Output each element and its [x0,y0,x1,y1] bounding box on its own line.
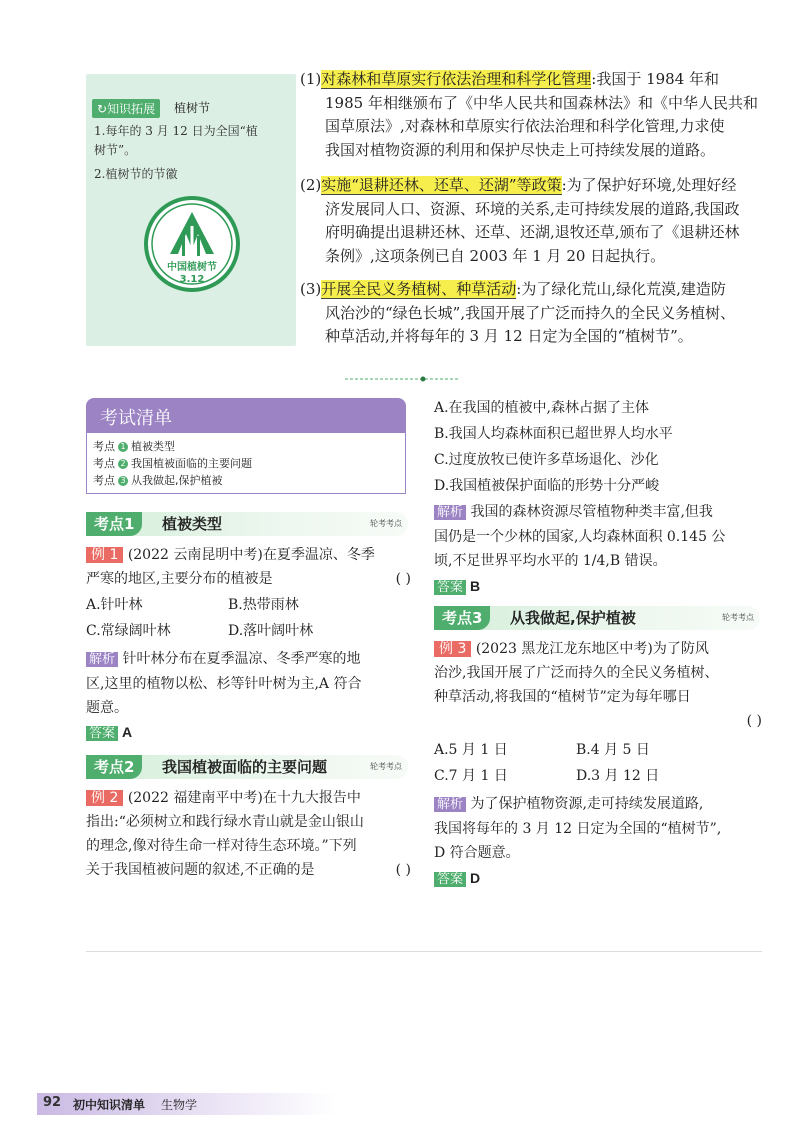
answer-2: 答案 B [434,574,480,600]
option-a: A.在我国的植被中,森林占据了主体 [434,400,650,416]
knowledge-line: 1.每年的 3 月 12 日为全国“植 [94,124,258,138]
exam-list-title: 考试清单 [100,408,172,429]
arbor-day-emblem [144,196,240,292]
knowledge-box [86,74,296,346]
option-c: C.过度放牧已使许多草场退化、沙化 [434,452,659,468]
option-b: B.我国人均森林面积已超世界人均水平 [434,426,673,442]
highlight: 对森林和草原实行依法治理和科学化管理 [321,70,592,88]
option-c: C.常绿阔叶林 [86,623,171,639]
paragraph-1: (1)对森林和草原实行依法治理和科学化管理:我国于 1984 年和 1985 年相继颁布了《中华人民共和国森林法》和《中华人民共和 国草原法》,对森林和草原实行依法治理和科学化管理,力求使 我国对植物资源的利用和保护尽快走上可持续发展的道路。 [300,70,758,159]
option-b: B.热带雨林 [228,597,299,613]
refresh-icon: ↻ [97,102,108,116]
example-label: 例 1 [86,547,123,563]
list-item: 考点 2 我国植被面临的主要问题 [93,457,252,470]
option-d: D.我国植被保护面临的形势十分严峻 [434,478,660,494]
highlight: 开展全民义务植树、种草活动 [321,280,517,298]
list-item: 考点 1 植被类型 [93,440,175,453]
example-1: 例 1 (2022 云南昆明中考)在夏季温凉、冬季 严寒的地区,主要分布的植被是 ( ) [86,547,411,587]
highlight: 实施“退耕还林、还草、还湖”等政策 [321,176,562,194]
emblem-date: 3.12 [179,274,205,285]
example-label: 例 2 [86,790,123,806]
paragraph-3: (3)开展全民义务植树、种草活动:为了绿化荒山,绿化荒漠,建造防 风治沙的“绿色长城”,我国开展了广泛而持久的全民义务植树、 种草活动,并将每年的 3 月 12 日定为全国的“植树节”。 [300,280,736,345]
subject: 生物学 [161,1098,198,1112]
option-a: A.针叶林 [86,597,143,613]
exam-list-body [86,433,406,494]
option-b: B.4 月 5 日 [576,742,650,758]
answer-1: 答案 A [86,720,132,746]
knowledge-line: 2.植树节的节徽 [94,167,178,181]
example-3: 例 3 (2023 黑龙江龙东地区中考)为了防风 治沙,我国开展了广泛而持久的全民义务植树、 种草活动,将我国的“植树节”定为每年哪日 ( ) [434,641,762,729]
page-footer [37,1093,337,1115]
section-bar-3: 考点3 从我做起,保护植被 轮考考点 [434,606,760,630]
list-item: 考点 3 从我做起,保护植被 [93,474,223,487]
option-c: C.7 月 1 日 [434,768,508,784]
section-divider [345,376,460,382]
explanation-2: 解析 我国的森林资源尽管植物种类丰富,但我 国仍是一个少林的国家,人均森林面积 0.145 公 顷,不足世界平均水平的 1/4,B 错误。 [434,504,726,569]
section-bar-2: 考点2 我国植被面临的主要问题 轮考考点 [86,755,408,779]
page-number: 92 [43,1095,62,1110]
knowledge-title: 植树节 [174,101,211,115]
paragraph-2: (2)实施“退耕还林、还草、还湖”等政策:为了保护好环境,处理好经 济发展同人口、资源、环境的关系,走可持续发展的道路,我国政 府明确提出退耕还林、还草、还湖,退牧还草,颁布了《退耕还林 条例》,这项条例已自 2003 年 1 月 20 日起执行。 [300,176,740,265]
book-title: 初中知识清单 [73,1098,146,1112]
explanation-3: 解析 为了保护植物资源,走可持续发展道路, 我国将每年的 3 月 12 日定为全国的“植树节”, D 符合题意。 [434,796,722,861]
example-label: 例 3 [434,641,471,657]
bottom-divider [86,951,762,952]
option-d: D.3 月 12 日 [576,768,660,784]
section-bar-1: 考点1 植被类型 轮考考点 [86,512,408,536]
knowledge-tag: ↻知识拓展 [92,99,160,118]
example-2: 例 2 (2022 福建南平中考)在十九大报告中 指出:“必须树立和践行绿水青山就是金山银山 的理念,像对待生命一样对待生态环境。”下列 关于我国植被问题的叙述,不正确的是 ( ) [86,790,411,878]
option-d: D.落叶阔叶林 [228,623,314,639]
explanation-1: 解析 针叶林分布在夏季温凉、冬季严寒的地 区,这里的植物以松、杉等针叶树为主,A 符合 题意。 [86,651,362,716]
knowledge-line: 树节”。 [94,143,137,157]
option-a: A.5 月 1 日 [434,742,508,758]
emblem-text: 中国植树节 [167,262,217,273]
exam-list-box [86,398,408,494]
answer-3: 答案 D [434,866,480,892]
